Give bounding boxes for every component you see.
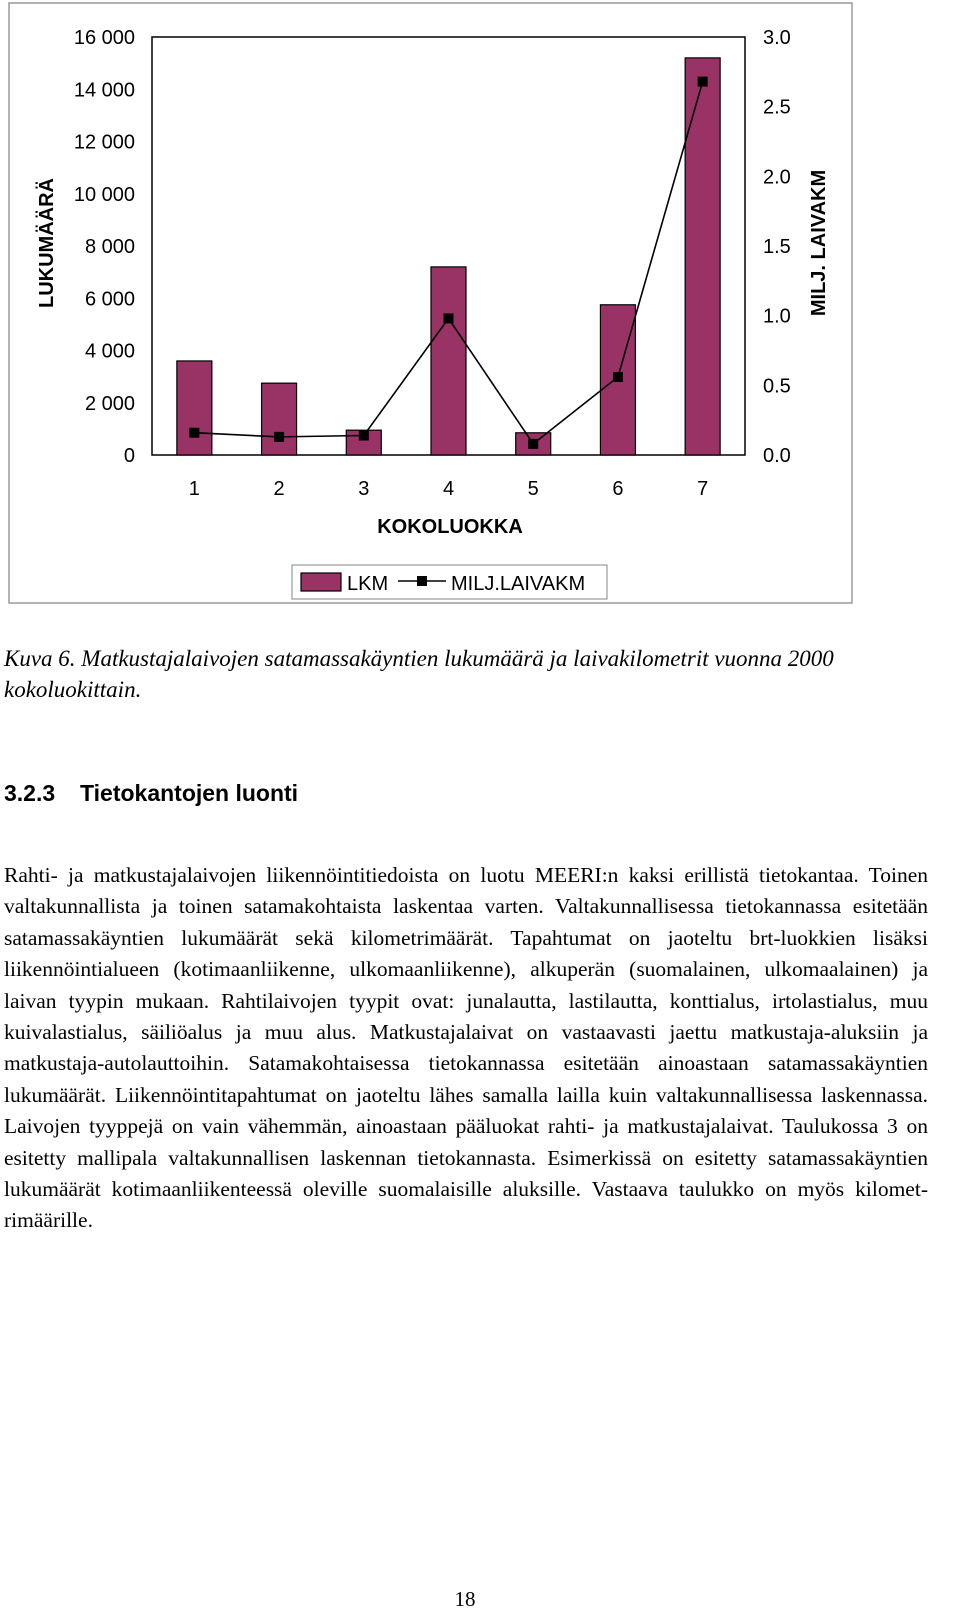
- page-number: 18: [454, 1587, 476, 1611]
- x-tick-label: 2: [273, 478, 285, 500]
- body-paragraph: Rahti- ja matkustajalaivojen liikennöintitiedoista on luotu MEERI:n kaksi erillistä tietokantaa. Toinen valtakunnallista ja toinen satamakohtaista laskentaa varten. Valtakunnallisessa tietokannassa esitetään satamassakäyntien lukumäärät sekä kilometrimäärät. Tapahtumat on jaoteltu brt-luokkien lisäksi liikennöintialueen (kotimaanliikenne, ulkomaanliikenne), alkuperän (suomalainen, ulkomaalainen) ja laivan tyypin mukaan. Rahtilaivojen tyypit ovat: junalautta, lastilautta, konttialus, irtolastialus, muu kuivalastialus, säiliöalus ja muu alus. Matkustajalaivat on vastaavasti jaettu matkustaja-aluksiin ja matkustaja-autolauttoihin. Satamakohtaisessa tietokannassa esitetään ainoastaan satamassakäyntien lukumäärät. Liikennöintitapahtumat on jaoteltu lähes samalla lailla kuin valtakunnallisessa laskennassa. Laivojen tyyppejä on vain vähemmän, ainoastaan pääluokat rahti- ja matkustajalaivat. Taulukossa 3 on esitetty mallipala valtakunnallisen laskennan tietokannasta. Esimerkissä on esitetty satamassakäyntien lukumäärät kotimaanliikenteessä oleville suomalaisille aluksille. Vastaava taulukko on myös kilometrimäärille.: [4, 863, 928, 1233]
- line-point: [698, 77, 708, 87]
- legend-label-laivakm: MILJ.LAIVAKM: [451, 573, 586, 595]
- bar: [177, 361, 212, 455]
- y2-axis-title: MILJ. LAIVAKM: [808, 169, 830, 317]
- line-point: [444, 313, 454, 323]
- chart-figure: [0, 0, 960, 640]
- line-point: [359, 430, 369, 440]
- y-tick-label: 10 000: [73, 183, 135, 206]
- y-tick-label: 0: [123, 445, 135, 467]
- section-heading: [4, 780, 298, 807]
- y-tick-label: 14 000: [73, 79, 135, 102]
- y2-tick-label: 2.5: [763, 96, 791, 119]
- bar: [685, 58, 720, 455]
- y-tick-label: 4 000: [84, 340, 135, 363]
- y-tick-label: 6 000: [84, 288, 135, 311]
- line-point: [528, 439, 538, 449]
- legend-marker-swatch: [417, 576, 427, 586]
- section-title: Tietokantojen luonti: [80, 780, 299, 806]
- x-tick-label: 1: [188, 478, 200, 500]
- x-axis-title: KOKOLUOKKA: [377, 516, 523, 538]
- y2-tick-label: 1.5: [763, 236, 791, 258]
- y-tick-label: 16 000: [73, 27, 135, 49]
- line-point: [189, 428, 199, 438]
- bar: [431, 267, 466, 455]
- legend-bar-swatch: [301, 573, 341, 591]
- y2-tick-label: 1.0: [763, 305, 791, 328]
- line-point: [613, 372, 623, 382]
- x-tick-label: 7: [697, 478, 709, 500]
- line-point: [274, 432, 284, 442]
- y-axis-title: LUKUMÄÄRÄ: [36, 178, 58, 308]
- legend-label-lkm: LKM: [347, 573, 389, 595]
- section-number: 3.2.3: [4, 780, 56, 806]
- y2-tick-label: 0.0: [763, 445, 791, 467]
- y2-tick-label: 3.0: [763, 27, 791, 49]
- x-tick-label: 4: [442, 478, 455, 500]
- x-tick-label: 3: [358, 478, 370, 500]
- figure-caption: Kuva 6. Matkustajalaivojen satamassakäyntien lukumäärä ja laivakilometrit vuonna 2000 kokoluokittain.: [4, 646, 834, 702]
- bar: [262, 383, 297, 455]
- y-tick-label: 8 000: [84, 236, 135, 258]
- y-tick-label: 12 000: [73, 131, 135, 154]
- legend: [292, 565, 607, 599]
- y-tick-label: 2 000: [84, 392, 135, 415]
- y2-tick-label: 2.0: [763, 166, 791, 189]
- combo-chart: [0, 0, 960, 640]
- x-tick-label: 6: [612, 478, 624, 500]
- x-tick-label: 5: [527, 478, 539, 500]
- y2-tick-label: 0.5: [763, 375, 791, 398]
